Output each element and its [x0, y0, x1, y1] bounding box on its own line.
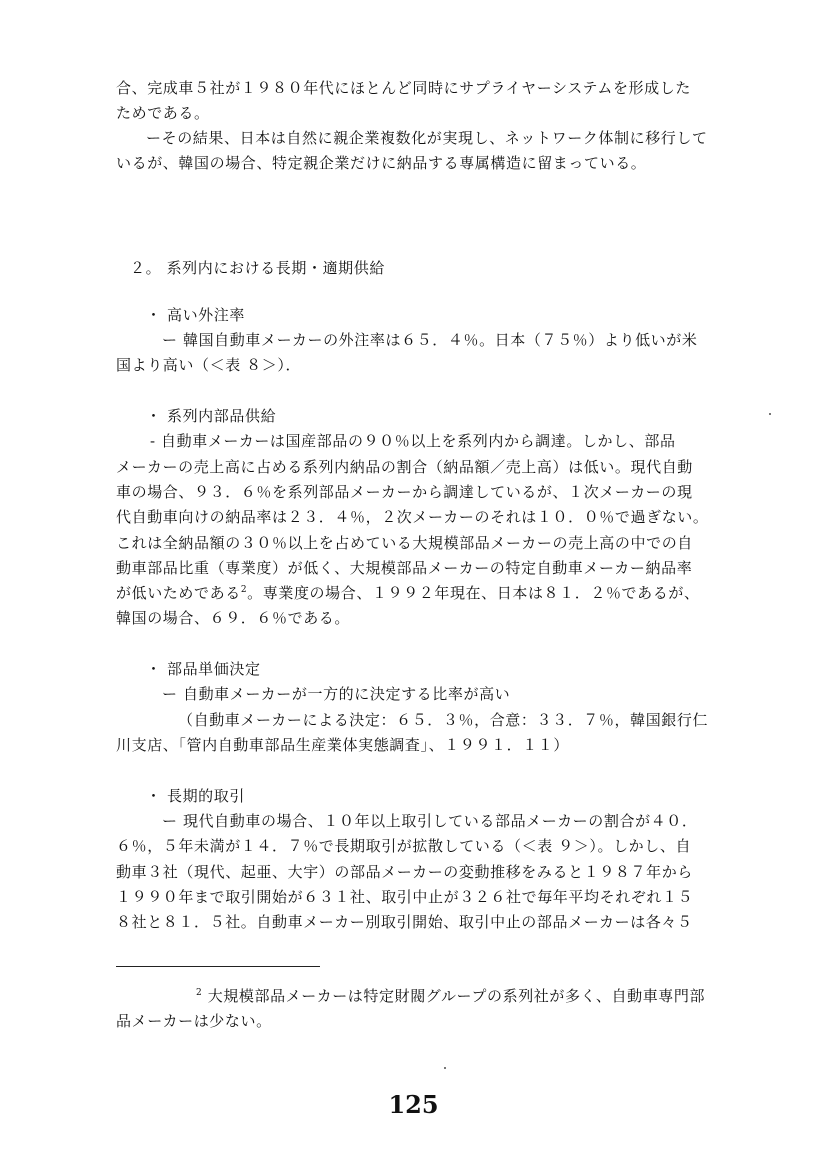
page-number: 125	[388, 1090, 439, 1119]
body-line: ー 韓国自動車メーカーの外注率は６５．４％。日本（７５％）より低いが米	[162, 331, 698, 349]
body-line: ー 自動車メーカーが一方的に決定する比率が高い	[162, 685, 511, 703]
bullet-heading: ・ 高い外注率	[146, 306, 245, 324]
footnote-text: 大規模部品メーカーは特定財閥グループの系列社が多く、自動車専門部	[207, 987, 706, 1005]
footnote-reference: 2	[240, 585, 248, 595]
body-line: 代自動車向けの納品率は２３．４％，２次メーカーのそれは１０．０％で過ぎない。	[116, 508, 709, 526]
body-line: 合、完成車５社が１９８０年代にほとんど同時にサプライヤーシステムを形成した	[116, 79, 691, 97]
body-line: メーカーの売上高に占める系列内納品の割合（納品額／売上高）は低い。現代自動	[116, 458, 693, 476]
footnote-line: 品メーカーは少ない。	[116, 1012, 272, 1030]
footnote-marker: 2	[196, 988, 203, 998]
body-line: ６％，５年未満が１４．７％で長期取引が拡散している（＜表 ９＞）。しかし、自	[116, 837, 692, 855]
section-heading: ２。 系列内における長期・適期供給	[130, 259, 385, 277]
body-line: - 自動車メーカーは国産部品の９０％以上を系列内から調達。しかし、部品	[150, 432, 676, 450]
body-line: ー 現代自動車の場合、１０年以上取引している部品メーカーの割合が４０．	[162, 812, 698, 830]
body-text: 。専業度の場合、１９９２年現在、日本は８１．２％であるが、	[247, 584, 700, 602]
footnote-line	[196, 985, 827, 1007]
body-line: 動車３社（現代、起亜、大宇）の部品メーカーの変動推移をみると１９８７年から	[116, 863, 693, 881]
body-line: （自動車メーカーによる決定：６５．３％，合意：３３．７％，韓国銀行仁	[178, 711, 709, 729]
scan-speck	[769, 413, 771, 415]
bullet-heading: ・ 長期的取引	[146, 787, 245, 805]
body-text: が低いためである	[116, 584, 241, 602]
body-line: 国より高い（＜表 ８＞）．	[116, 356, 302, 374]
body-line: 車の場合、９３．６％を系列部品メーカーから調達しているが、１次メーカーの現	[116, 483, 693, 501]
body-line	[116, 582, 756, 604]
scan-speck	[444, 1067, 446, 1069]
body-line: 韓国の場合、６９．６％である。	[116, 609, 351, 627]
bullet-heading: ・ 系列内部品供給	[146, 407, 277, 425]
bullet-heading: ・ 部品単価決定	[146, 660, 261, 678]
body-line: ーその結果、日本は自然に親企業複数化が実現し、ネットワーク体制に移行して	[146, 129, 708, 147]
body-line: これは全納品額の３０％以上を占めている大規模部品メーカーの売上高の中での自	[116, 534, 693, 552]
body-line: １９９０年まで取引開始が６３１社、取引中止が３２６社で毎年平均それぞれ１５	[116, 888, 694, 906]
body-line: 川支店、「管内自動車部品生産業体実態調査」、１９９１．１１）	[116, 736, 570, 754]
footnote-divider	[116, 966, 320, 967]
body-line: 動車部品比重（専業度）が低く、大規模部品メーカーの特定自動車メーカー納品率	[116, 559, 693, 577]
body-line: ためである。	[116, 104, 210, 122]
body-line: ８社と８１．５社。自動車メーカー別取引開始、取引中止の部品メーカーは各々５	[116, 913, 693, 931]
body-line: いるが、韓国の場合、特定親企業だけに納品する専属構造に留まっている。	[116, 154, 647, 172]
